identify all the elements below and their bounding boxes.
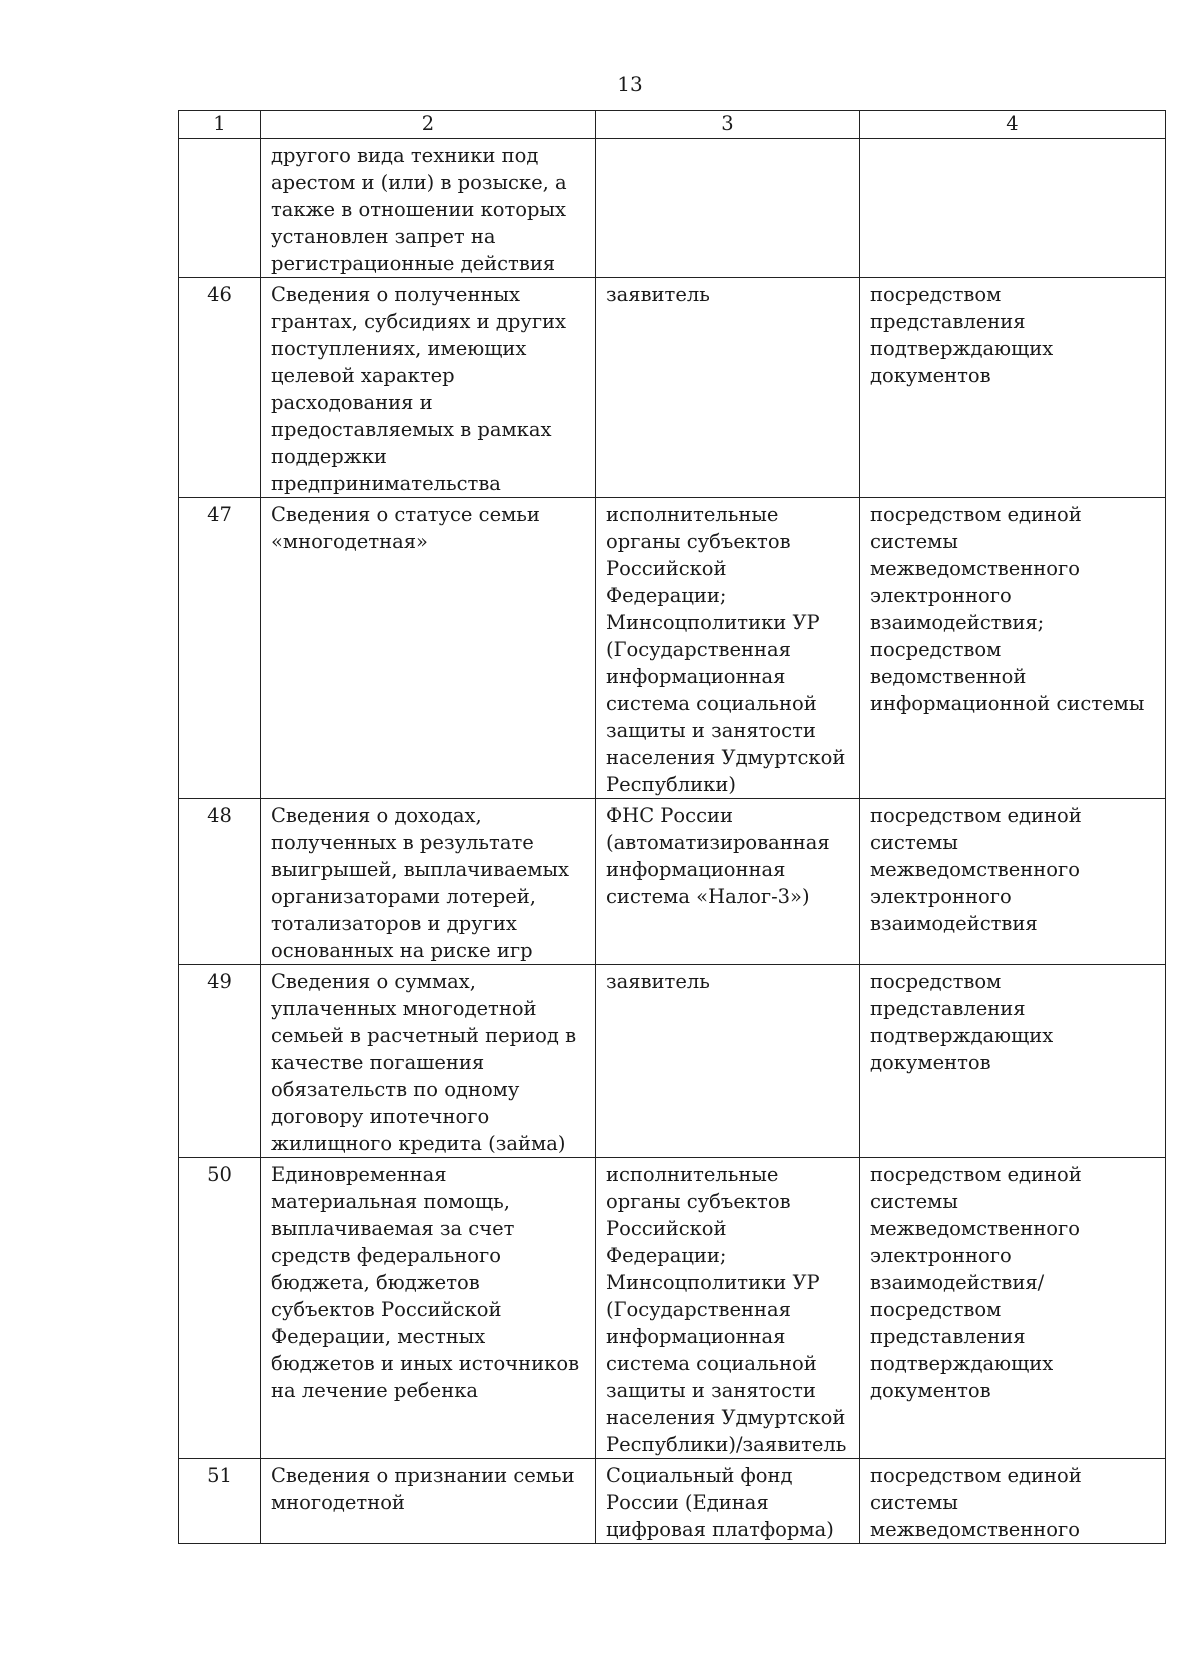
column-header-1: 1 [179, 111, 261, 139]
item-method: посредством единой системы межведомственного электронного взаимодействия [860, 799, 1166, 965]
column-header-4: 4 [860, 111, 1166, 139]
column-header-3: 3 [596, 111, 860, 139]
item-name: Сведения о статусе семьи «многодетная» [261, 498, 596, 799]
item-name: Сведения о признании семьи многодетной [261, 1459, 596, 1544]
table-row [179, 278, 1166, 498]
item-source: заявитель [596, 278, 860, 498]
row-number: 48 [179, 799, 261, 965]
row-number [179, 139, 261, 278]
item-source [596, 139, 860, 278]
item-method [860, 139, 1166, 278]
item-name: Сведения о полученных грантах, субсидиях и других поступлениях, имеющих целевой характер расходования и предоставляемых в рамках поддержки предпринимательства [261, 278, 596, 498]
row-number: 47 [179, 498, 261, 799]
item-name: Единовременная материальная помощь, выплачиваемая за счет средств федерального бюджета, бюджетов субъектов Российской Федерации, местных бюджетов и иных источников на лечение ребенка [261, 1158, 596, 1459]
table-row [179, 799, 1166, 965]
table-row [179, 1459, 1166, 1544]
table-row [179, 498, 1166, 799]
table-row [179, 965, 1166, 1158]
table-row [179, 139, 1166, 278]
item-source: заявитель [596, 965, 860, 1158]
table-row [179, 1158, 1166, 1459]
item-name: Сведения о доходах, полученных в результате выигрышей, выплачиваемых организаторами лотерей, тотализаторов и других основанных на риске игр [261, 799, 596, 965]
item-name: другого вида техники под арестом и (или) в розыске, а также в отношении которых установлен запрет на регистрационные действия [261, 139, 596, 278]
row-number: 51 [179, 1459, 261, 1544]
row-number: 49 [179, 965, 261, 1158]
item-method: посредством представления подтверждающих документов [860, 278, 1166, 498]
page-number: 13 [617, 72, 643, 96]
item-method: посредством единой системы межведомственного электронного взаимодействия; посредством ведомственной информационной системы [860, 498, 1166, 799]
item-source: Социальный фонд России (Единая цифровая платформа) [596, 1459, 860, 1544]
item-source: ФНС России (автоматизированная информационная система «Налог-3») [596, 799, 860, 965]
item-source: исполнительные органы субъектов Российской Федерации; Минсоцполитики УР (Государственная информационная система социальной защиты и занятости населения Удмуртской Республики) [596, 498, 860, 799]
column-header-2: 2 [261, 111, 596, 139]
row-number: 46 [179, 278, 261, 498]
item-method: посредством представления подтверждающих документов [860, 965, 1166, 1158]
item-name: Сведения о суммах, уплаченных многодетной семьей в расчетный период в качестве погашения обязательств по одному договору ипотечного жилищного кредита (займа) [261, 965, 596, 1158]
item-source: исполнительные органы субъектов Российской Федерации; Минсоцполитики УР (Государственная информационная система социальной защиты и занятости населения Удмуртской Республики)/заявитель [596, 1158, 860, 1459]
item-method: посредством единой системы межведомственного электронного взаимодействия/ посредством представления подтверждающих документов [860, 1158, 1166, 1459]
document-table [178, 110, 1166, 1544]
row-number: 50 [179, 1158, 261, 1459]
table-header-row [179, 111, 1166, 139]
item-method: посредством единой системы межведомственного [860, 1459, 1166, 1544]
